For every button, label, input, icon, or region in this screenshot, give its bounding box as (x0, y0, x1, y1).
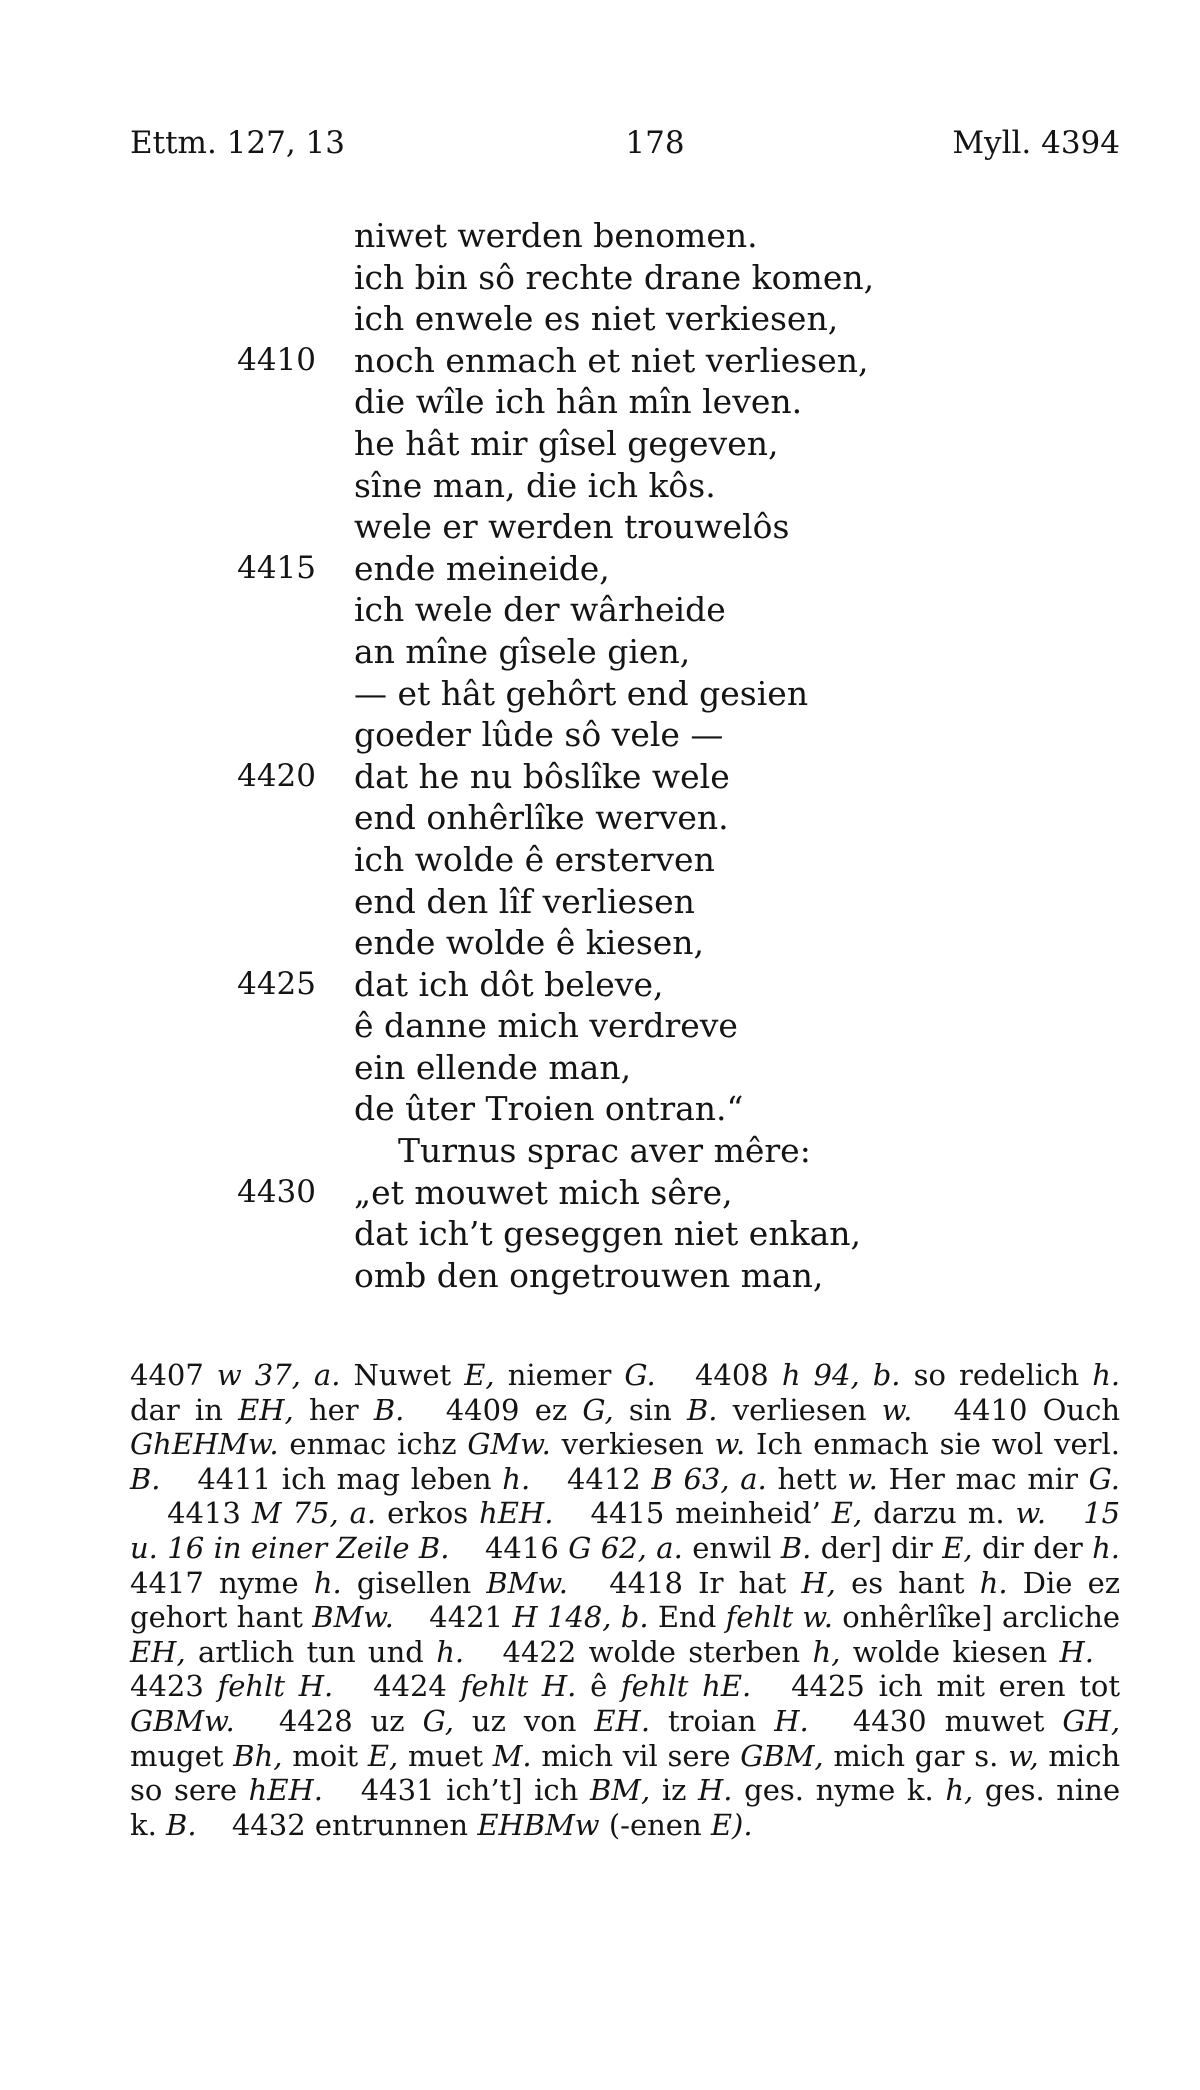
verse-line (0, 298, 1200, 340)
note-editorial: fehlt w. (725, 1600, 833, 1635)
note-siglum: EH, (130, 1634, 186, 1669)
verse-line-text: end onhêrlîke werven. (354, 798, 729, 838)
note-ref: 4413 (167, 1496, 241, 1531)
note-text: verliesen (732, 1392, 867, 1427)
note-siglum: H, (801, 1565, 836, 1600)
verse-line-text: ê danne mich verdreve (354, 1006, 738, 1046)
verse-line (0, 340, 1200, 382)
note-siglum: EHBMw (477, 1807, 600, 1842)
verse-line (0, 257, 1200, 299)
verse-line-text: he hât mir gîsel gegeven, (354, 423, 779, 463)
verse-line-text: dat he nu bôslîke wele (354, 756, 730, 796)
note-text: sin (628, 1392, 672, 1427)
note-text: dir der (981, 1530, 1083, 1565)
note-siglum: h. (313, 1565, 342, 1600)
verse-line (0, 548, 1200, 590)
note-text: hett (777, 1461, 837, 1496)
note-text: mich gar s. (833, 1738, 999, 1773)
note-siglum: h. (1092, 1530, 1120, 1565)
verse-line-text: ende meineide, (354, 548, 610, 588)
note-siglum: M 75, a. (251, 1496, 377, 1531)
verse-line (0, 797, 1200, 839)
note-text: 4418 Ir hat (609, 1565, 787, 1600)
critical-apparatus (130, 1358, 1120, 1842)
verse-line (0, 589, 1200, 631)
note-text: 4409 ez (445, 1392, 568, 1427)
note-text: muet (408, 1738, 483, 1773)
note-siglum: h. (1092, 1358, 1121, 1392)
note-text: der] dir (820, 1530, 933, 1565)
line-number: 4410 (237, 341, 316, 378)
note-text: wolde kiesen (852, 1634, 1048, 1669)
verse-line-text: an mîne gîsele gien, (354, 631, 691, 671)
note-text: Nuwet (353, 1358, 452, 1392)
verse-line-text: omb den ongetrouwen man, (354, 1255, 824, 1295)
header-left-reference: Ettm. 127, 13 (130, 125, 345, 161)
note-editorial: fehlt hE. (620, 1669, 752, 1704)
verse-line (0, 881, 1200, 923)
note-text: ges. nyme k. (744, 1773, 934, 1808)
note-ref: 4412 (566, 1461, 641, 1496)
note-siglum: w. (714, 1427, 746, 1462)
note-siglum: G. (1088, 1461, 1120, 1496)
note-text: Ich enmach sie wol verl. (756, 1427, 1120, 1462)
note-siglum: h, (812, 1634, 841, 1669)
note-text: 4411 ich mag leben (197, 1461, 492, 1496)
note-siglum: E, (831, 1496, 863, 1531)
note-text: darzu m. (873, 1496, 1005, 1531)
verse-line-text: ich enwele es niet verkiesen, (354, 299, 839, 339)
note-text: Die ez gehort hant (130, 1565, 1121, 1635)
note-siglum: EH. (594, 1703, 651, 1738)
verse-line-text: dat ich’t geseggen niet enkan, (354, 1214, 862, 1254)
note-editorial: 15 u. 16 in einer Zeile B. (130, 1496, 1121, 1565)
note-siglum: E, (464, 1358, 495, 1392)
note-text: 4430 muwet (852, 1703, 1045, 1738)
note-text: 4431 ich’t] ich (360, 1773, 579, 1808)
running-header (130, 118, 1120, 168)
note-text: 4415 meinheid’ (590, 1496, 821, 1531)
verse-line (0, 1005, 1200, 1047)
note-siglum: h 94, b. (781, 1358, 901, 1392)
note-text: enmac ichz (289, 1427, 457, 1462)
note-ref: 4407 (130, 1358, 204, 1392)
note-siglum: G, (422, 1703, 454, 1738)
note-text: moit (292, 1738, 359, 1773)
verse-line-text: end den lîf verliesen (354, 881, 695, 921)
verse-line (0, 423, 1200, 465)
verse-line-text: niwet werden benomen. (354, 216, 758, 255)
verse-line (0, 1047, 1200, 1089)
note-ref: 4421 (429, 1600, 504, 1635)
verse-line-text: sîne man, die ich kôs. (354, 465, 716, 505)
note-siglum: GH, (1062, 1703, 1121, 1738)
note-ref: 4423 (130, 1669, 204, 1704)
note-text: erkos (387, 1496, 469, 1531)
note-siglum: GMw. (467, 1427, 551, 1462)
note-text: es hant (851, 1565, 965, 1600)
verse-line-text: die wîle ich hân mîn leven. (354, 382, 803, 422)
note-siglum: H. (774, 1703, 809, 1738)
note-siglum: Bh, (233, 1738, 283, 1773)
note-text: so redelich (913, 1358, 1080, 1392)
note-ref: 4424 (373, 1669, 447, 1704)
note-siglum: hEH. (479, 1496, 554, 1531)
verse-line (0, 1255, 1200, 1297)
note-siglum: E, (367, 1738, 399, 1773)
note-siglum: B. (373, 1392, 405, 1427)
note-text: 4410 Ouch (953, 1392, 1121, 1427)
note-siglum: B 63, a. (651, 1461, 767, 1496)
note-text: onhêrlîke] arcliche (842, 1600, 1121, 1635)
note-text: mich so sere (130, 1738, 1121, 1808)
note-siglum: H. (1059, 1634, 1094, 1669)
note-ref: 4416 (484, 1530, 559, 1565)
verse-line (0, 756, 1200, 798)
note-text: verkiesen (561, 1427, 704, 1462)
note-siglum: EH, (238, 1392, 294, 1427)
note-text: artlich tun und (198, 1634, 424, 1669)
verse-line (0, 1088, 1200, 1130)
note-siglum: GBM, (740, 1738, 824, 1773)
note-text: dar in (130, 1392, 223, 1427)
apparatus-paragraph (130, 1358, 1120, 1842)
note-text: 4422 wolde sterben (502, 1634, 801, 1669)
note-text: End (657, 1600, 717, 1635)
note-text: ê (590, 1669, 608, 1704)
verse-line-text: ende wolde ê kiesen, (354, 923, 705, 963)
note-siglum: h, (945, 1773, 974, 1808)
note-text: 4425 ich mit eren tot (791, 1669, 1120, 1704)
verse-line (0, 465, 1200, 507)
line-number: 4425 (237, 965, 316, 1002)
verse-line (0, 714, 1200, 756)
verse-line-text: „et mouwet mich sêre, (354, 1172, 733, 1212)
note-siglum: G, (582, 1392, 614, 1427)
verse-line-text: — et hât gehôrt end gesien (354, 673, 809, 713)
note-editorial: fehlt H. (217, 1669, 334, 1704)
note-siglum: h. (979, 1565, 1008, 1600)
verse-line-text: ich wolde ê ersterven (354, 839, 715, 879)
note-siglum: G 62, a. (568, 1530, 683, 1565)
verse-text (0, 215, 1200, 1296)
line-number: 4430 (237, 1173, 316, 1210)
note-siglum: G. (624, 1358, 656, 1392)
note-siglum: w, (1008, 1738, 1039, 1773)
verse-line (0, 506, 1200, 548)
note-siglum: E, (942, 1530, 973, 1565)
page-number: 178 (625, 125, 685, 161)
note-text: (-enen (608, 1807, 702, 1842)
note-siglum: w. (881, 1392, 913, 1427)
verse-line (0, 1213, 1200, 1255)
note-text: Her mac mir (888, 1461, 1078, 1496)
verse-line-text: ein ellende man, (354, 1047, 632, 1087)
note-siglum: B. (780, 1530, 812, 1565)
note-text: iz (661, 1773, 687, 1808)
note-siglum: BMw. (486, 1565, 568, 1600)
note-text: uz von (471, 1703, 577, 1738)
note-text: 4428 uz (278, 1703, 405, 1738)
note-text: troian (668, 1703, 757, 1738)
note-text: 4417 nyme (130, 1565, 299, 1600)
verse-line (0, 964, 1200, 1006)
note-siglum: h. (436, 1634, 465, 1669)
line-number: 4420 (237, 757, 316, 794)
verse-line-text: wele er werden trouwelôs (354, 507, 790, 547)
note-text: gisellen (356, 1565, 472, 1600)
verse-line (0, 631, 1200, 673)
verse-line (0, 1130, 1200, 1172)
verse-line-text: dat ich dôt beleve, (354, 964, 664, 1004)
verse-line-text: Turnus sprac aver mêre: (398, 1131, 811, 1171)
note-siglum: w. (1015, 1496, 1047, 1531)
verse-line-text: ich wele der wârheide (354, 590, 726, 630)
header-right-reference: Myll. 4394 (952, 125, 1120, 161)
note-siglum: E). (710, 1807, 753, 1842)
note-siglum: B. (686, 1392, 718, 1427)
verse-line-text: ich bin sô rechte drane komen, (354, 257, 875, 297)
verse-line (0, 922, 1200, 964)
note-editorial: fehlt H. (460, 1669, 577, 1704)
note-siglum: GhEHMw. (130, 1427, 279, 1462)
note-siglum: h. (502, 1461, 531, 1496)
note-text: muget (130, 1738, 224, 1773)
verse-line-text: de ûter Troien ontran.“ (354, 1089, 744, 1129)
verse-line (0, 673, 1200, 715)
verse-line-text: goeder lûde sô vele — (354, 715, 724, 755)
verse-line-text: noch enmach et niet verliesen, (354, 340, 869, 380)
note-text: enwil (692, 1530, 772, 1565)
note-siglum: B. (166, 1807, 197, 1842)
note-siglum: BMw. (312, 1600, 394, 1635)
verse-line (0, 381, 1200, 423)
verse-line (0, 1172, 1200, 1214)
verse-line (0, 839, 1200, 881)
note-siglum: B. (130, 1461, 161, 1496)
line-number: 4415 (237, 549, 316, 586)
note-siglum: hEH. (248, 1773, 324, 1808)
note-siglum: M. (492, 1738, 532, 1773)
note-text: mich vil sere (541, 1738, 731, 1773)
note-text: 4432 entrunnen (231, 1807, 469, 1842)
verse-line (0, 215, 1200, 257)
note-siglum: H. (698, 1773, 733, 1808)
note-text: niemer (507, 1358, 612, 1392)
note-siglum: w. (847, 1461, 878, 1496)
note-text: her (308, 1392, 359, 1427)
note-siglum: GBMw. (130, 1703, 235, 1738)
note-siglum: w 37, a. (216, 1358, 341, 1392)
note-siglum: H 148, b. (512, 1600, 649, 1635)
note-text: ges. nine k. (130, 1773, 1121, 1842)
note-ref: 4408 (694, 1358, 769, 1392)
note-siglum: BM, (589, 1773, 651, 1808)
